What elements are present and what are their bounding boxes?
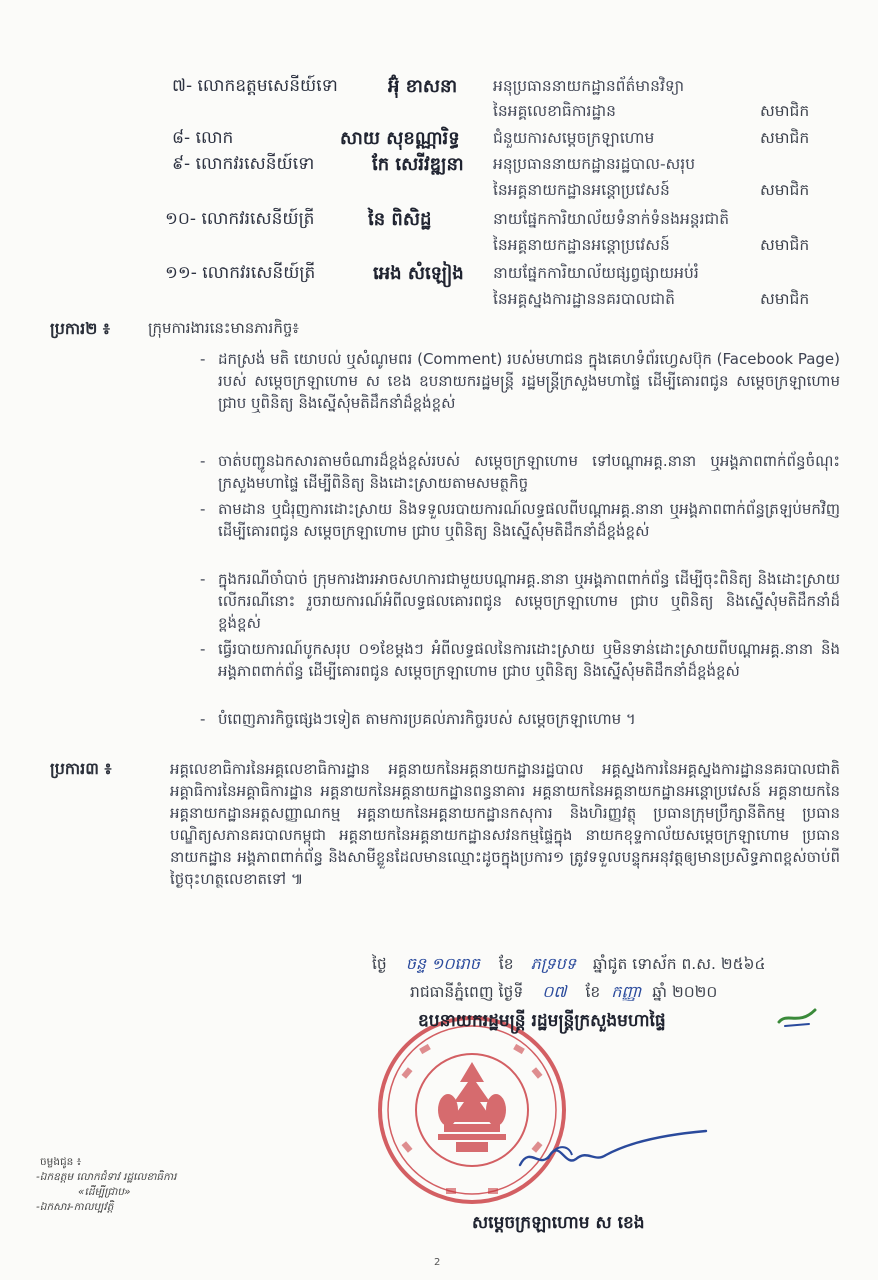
member-10-position-1: នាយផ្នែកការិយាល័យទំនាក់ទំនងអន្តរជាតិ <box>493 210 730 228</box>
duty-item: - បំពេញភារកិច្ចផ្សេងៗទៀត តាមការប្រគល់ភារកិច្ចរបស់ សម្តេចក្រឡាហោម ។ <box>200 708 840 730</box>
member-number: ៨- <box>172 128 191 148</box>
member-11-name: អេង សំឡៀង <box>373 263 464 284</box>
member-9-title <box>172 153 314 178</box>
article-2-intro: ក្រុមការងារនេះមានភារកិច្ច៖ <box>148 319 299 337</box>
member-8-name: សាយ សុខណ្ណារិទ្ធ <box>340 128 460 149</box>
member-11-position-2: នៃអគ្គស្នងការដ្ឋាននគរបាលជាតិ <box>493 290 676 308</box>
member-11-position-1: នាយផ្នែកការិយាល័យផ្សព្វផ្សាយអប់រំ <box>493 264 699 282</box>
member-9-name: កែ សេរីវឌ្ឍនា <box>372 154 464 175</box>
signatory-name: សម្តេចក្រឡាហោម ស ខេង <box>472 1213 645 1233</box>
article-3-label: ប្រការ៣ ៖ <box>50 759 112 778</box>
article-2-duties <box>200 348 840 734</box>
duty-item: - ដកស្រង់ មតិ យោបល់ ឬសំណូមពរ (Comment) របស់មហាជន ក្នុងគេហទំព័រហ្វេសប៊ុក (Facebook Page) របស់ សម្តេចក្រឡាហោម ស ខេង ឧបនាយករដ្ឋមន្ត្រី រដ្ឋមន្ត្រីក្រសួងមហាផ្ទៃ ដើម្បីគោរពជូន សម្តេចក្រឡាហោម ជ្រាប ឬពិនិត្យ និងស្នើសុំមតិដឹកនាំដ៏ខ្ពង់ខ្ពស់ <box>200 348 840 446</box>
duty-item: - ធ្វើរបាយការណ៍បូកសរុប ០១ខែម្តងៗ អំពីលទ្ធផលនៃការដោះស្រាយ ឬមិនទាន់ដោះស្រាយពីបណ្ដាអគ្គ.នានា និងអង្គភាពពាក់ព័ន្ធ ដើម្បីគោរពជូន សម្តេចក្រឡាហោម ជ្រាប ឬពិនិត្យ និងស្នើសុំមតិដឹកនាំដ៏ខ្ពង់ខ្ពស់ <box>200 638 840 704</box>
signatory-title: ឧបនាយករដ្ឋមន្ត្រី រដ្ឋមន្ត្រីក្រសួងមហាផ្ទៃ <box>418 1011 666 1031</box>
member-7-name: អ៊ុំ ខាសនា <box>388 76 458 97</box>
year: ឆ្នាំ ២០២០ <box>652 983 718 1001</box>
lunar-year: ឆ្នាំជូត ទោស័ក ព.ស. ២៥៦៤ <box>592 955 766 973</box>
member-10-title <box>165 208 314 233</box>
member-rank: លោកវរសេនីយ៍ត្រី <box>201 209 315 229</box>
member-7-position-1: អនុប្រធាននាយកដ្ឋានព័ត៌មានវិទ្យា <box>493 77 685 95</box>
member-11-role: សមាជិក <box>760 290 810 308</box>
initial-mark-icon <box>775 1004 819 1030</box>
member-number: ៩- <box>172 154 191 174</box>
page-number: 2 <box>434 1257 441 1268</box>
member-8-role: សមាជិក <box>760 129 810 147</box>
lunar-day-prefix: ថ្ងៃ <box>372 955 387 973</box>
member-7-role: សមាជិក <box>760 102 810 120</box>
lunar-day-handwritten: ចន្ទ ១០រោច <box>405 954 480 973</box>
month-handwritten: កញ្ញា <box>611 982 642 1001</box>
duty-item: - ចាត់បញ្ជូនឯកសារតាមចំណារដ៏ខ្ពង់ខ្ពស់របស់ សម្តេចក្រឡាហោម ទៅបណ្ដាអគ្គ.នានា ឬអង្គភាពពាក់ព័ន្ធចំណុះក្រសួងមហាផ្ទៃ ដើម្បីពិនិត្យ និងដោះស្រាយតាមសមត្ថកិច្ច <box>200 450 840 494</box>
cc-line-2: «ដើម្បីជ្រាប» <box>78 1186 131 1198</box>
member-rank: លោកវរសេនីយ៍ត្រី <box>202 263 316 283</box>
cc-heading: ចម្លងជូន ៖ <box>40 1156 82 1168</box>
lunar-date-line <box>372 953 766 977</box>
member-rank: លោក <box>195 128 234 148</box>
member-rank: លោកវរសេនីយ៍ទោ <box>195 154 315 174</box>
member-9-role: សមាជិក <box>760 181 810 199</box>
duty-item: - ក្នុងករណីចាំបាច់ ក្រុមការងារអាចសហការជាមួយបណ្ដាអគ្គ.នានា ឬអង្គភាពពាក់ព័ន្ធ ដើម្បីចុះពិនិត្យ និងដោះស្រាយលើករណីនោះ រួចរាយការណ៍អំពីលទ្ធផលគោរពជូន សម្តេចក្រឡាហោម ជ្រាប ឬពិនិត្យ និងស្នើសុំមតិដឹកនាំដ៏ខ្ពង់ខ្ពស់ <box>200 568 840 634</box>
day-handwritten: ០៧ <box>542 982 567 1001</box>
member-7-title <box>172 75 338 100</box>
member-9-position-1: អនុប្រធាននាយកដ្ឋានរដ្ឋបាល-សរុប <box>493 155 696 173</box>
member-rank: លោកឧត្តមសេនីយ៍ទោ <box>197 76 338 96</box>
duty-list <box>200 348 840 730</box>
signature-icon <box>510 1125 710 1185</box>
place-prefix: រាជធានីភ្នំពេញ ថ្ងៃទី <box>410 983 524 1001</box>
cc-line-3: -ឯកសារ-កាលប្បវត្តិ <box>36 1201 114 1213</box>
lunar-month-prefix: ខែ <box>498 955 514 973</box>
member-8-position-1: ជំនួយការសម្តេចក្រឡាហោម <box>493 129 655 147</box>
member-10-position-2: នៃអគ្គនាយកដ្ឋានអន្តោប្រវេសន៍ <box>493 236 670 254</box>
member-number: ១០- <box>165 209 197 229</box>
member-7-position-2: នៃអគ្គលេខាធិការដ្ឋាន <box>493 102 616 120</box>
member-11-title <box>165 262 315 287</box>
cc-line-1: -ឯកឧត្តម លោកជំទាវ រដ្ឋលេខាធិការ <box>36 1171 177 1183</box>
member-8-title <box>172 127 233 152</box>
article-3-text: អគ្គលេខាធិការនៃអគ្គលេខាធិការដ្ឋាន អគ្គនាយកនៃអគ្គនាយកដ្ឋានរដ្ឋបាល អគ្គស្នងការនៃអគ្គស្នងការដ្ឋាននគរបាលជាតិ អគ្គាធិការនៃអគ្គាធិការដ្ឋាន អគ្គនាយកនៃអគ្គនាយកដ្ឋានពន្ធនាគារ អគ្គនាយកនៃអគ្គនាយកដ្ឋានអន្តោប្រវេសន៍ អគ្គនាយកនៃអគ្គនាយកដ្ឋានអត្តសញ្ញាណកម្ម អគ្គនាយកនៃអគ្គនាយកដ្ឋានកសុការ និងហិរញ្ញវត្ថុ ប្រធានក្រុមប្រឹក្សានីតិកម្ម ប្រធានបណ្ឌិត្យសភានគរបាលកម្ពុជា អគ្គនាយកនៃអគ្គនាយកដ្ឋានសវនកម្មផ្ទៃក្នុង នាយកខុទ្ទកាល័យសម្តេចក្រឡាហោម ប្រធាននាយកដ្ឋាន អង្គភាពពាក់ព័ន្ធ និងសាមីខ្លួនដែលមានឈ្មោះដូចក្នុងប្រការ១ ត្រូវទទួលបន្ទុកអនុវត្តឲ្យមានប្រសិទ្ធភាពខ្ពស់ចាប់ពីថ្ងៃចុះហត្ថលេខាតទៅ ៕ <box>170 760 840 888</box>
article-2-label: ប្រការ២ ៖ <box>50 319 110 338</box>
month-prefix: ខែ <box>585 983 601 1001</box>
solar-date-line <box>410 981 717 1005</box>
member-number: ៧- <box>172 76 193 96</box>
member-number: ១១- <box>165 263 197 283</box>
lunar-month-handwritten: ភទ្របទ <box>530 954 576 973</box>
member-10-role: សមាជិក <box>760 236 810 254</box>
duty-item: - តាមដាន ឬជំរុញការដោះស្រាយ និងទទួលរបាយការណ៍លទ្ធផលពីបណ្ដាអគ្គ.នានា ឬអង្គភាពពាក់ព័ន្ធត្រឡប់មកវិញ ដើម្បីគោរពជូន សម្តេចក្រឡាហោម ជ្រាប ឬពិនិត្យ និងស្នើសុំមតិដឹកនាំដ៏ខ្ពង់ខ្ពស់ <box>200 498 840 564</box>
member-9-position-2: នៃអគ្គនាយកដ្ឋានអន្តោប្រវេសន៍ <box>493 181 670 199</box>
member-10-name: នៃ ពិសិដ្ឋ <box>368 209 432 230</box>
